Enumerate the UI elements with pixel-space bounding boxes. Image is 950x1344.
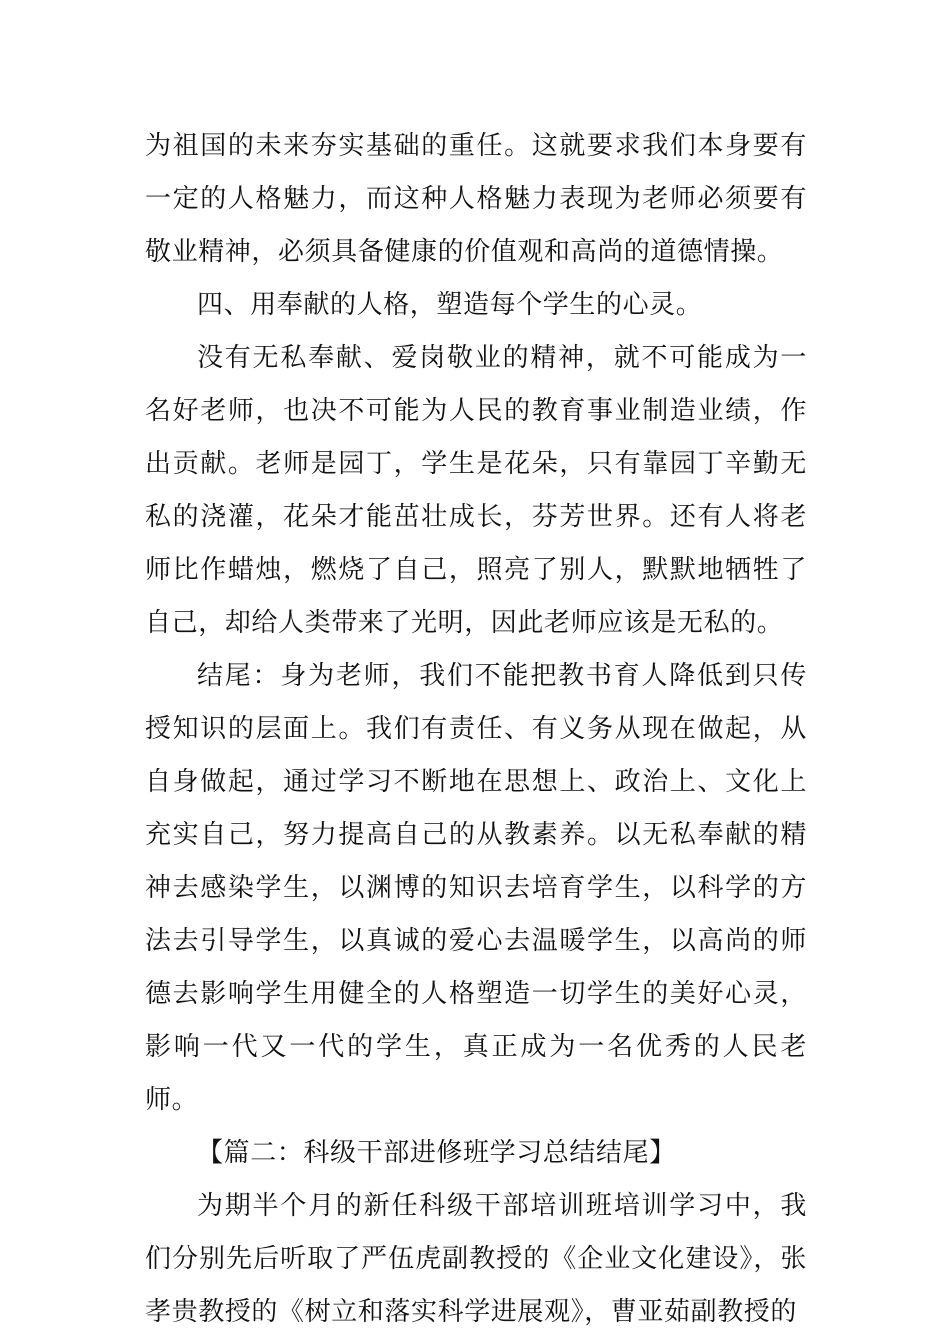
document-body: [145, 120, 807, 1339]
section-heading-four: 四、用奉献的人格，塑造每个学生的心灵。: [197, 290, 703, 320]
paragraph-dedication: 没有无私奉献、爱岗敬业的精神，就不可能成为一名好老师，也决不可能为人民的教育事业制造业绩，作出贡献。老师是园丁，学生是花朵，只有靠园丁辛勤无私的浇灌，花朵才能茁壮成长，芬芳世界。还有人将老师比作蜡烛，燃烧了自己，照亮了别人，默默地牺牲了自己，却给人类带来了光明，因此老师应该是无私的。: [145, 343, 807, 638]
paragraph-training-summary: 为期半个月的新任科级干部培训班培训学习中，我们分别先后听取了严伍虎副教授的《企业文化建设》，张孝贵教授的《树立和落实科学进展观》，曹亚茹副教授的: [145, 1191, 807, 1327]
paragraph-continuation: 为祖国的未来夯实基础的重任。这就要求我们本身要有一定的人格魅力，而这种人格魅力表现为老师必须要有敬业精神，必须具备健康的价值观和高尚的道德情操。: [145, 131, 807, 267]
chapter-two-title: 【篇二：科级干部进修班学习总结结尾】: [197, 1138, 676, 1168]
paragraph-conclusion: 结尾：身为老师，我们不能把教书育人降低到只传授知识的层面上。我们有责任、有义务从现在做起，从自身做起，通过学习不断地在思想上、政治上、文化上充实自己，努力提高自己的从教素养。以无私奉献的精神去感染学生，以渊博的知识去培育学生，以科学的方法去引导学生，以真诚的爱心去温暖学生，以高尚的师德去影响学生用健全的人格塑造一切学生的美好心灵，影响一代又一代的学生，真正成为一名优秀的人民老师。: [145, 661, 807, 1115]
